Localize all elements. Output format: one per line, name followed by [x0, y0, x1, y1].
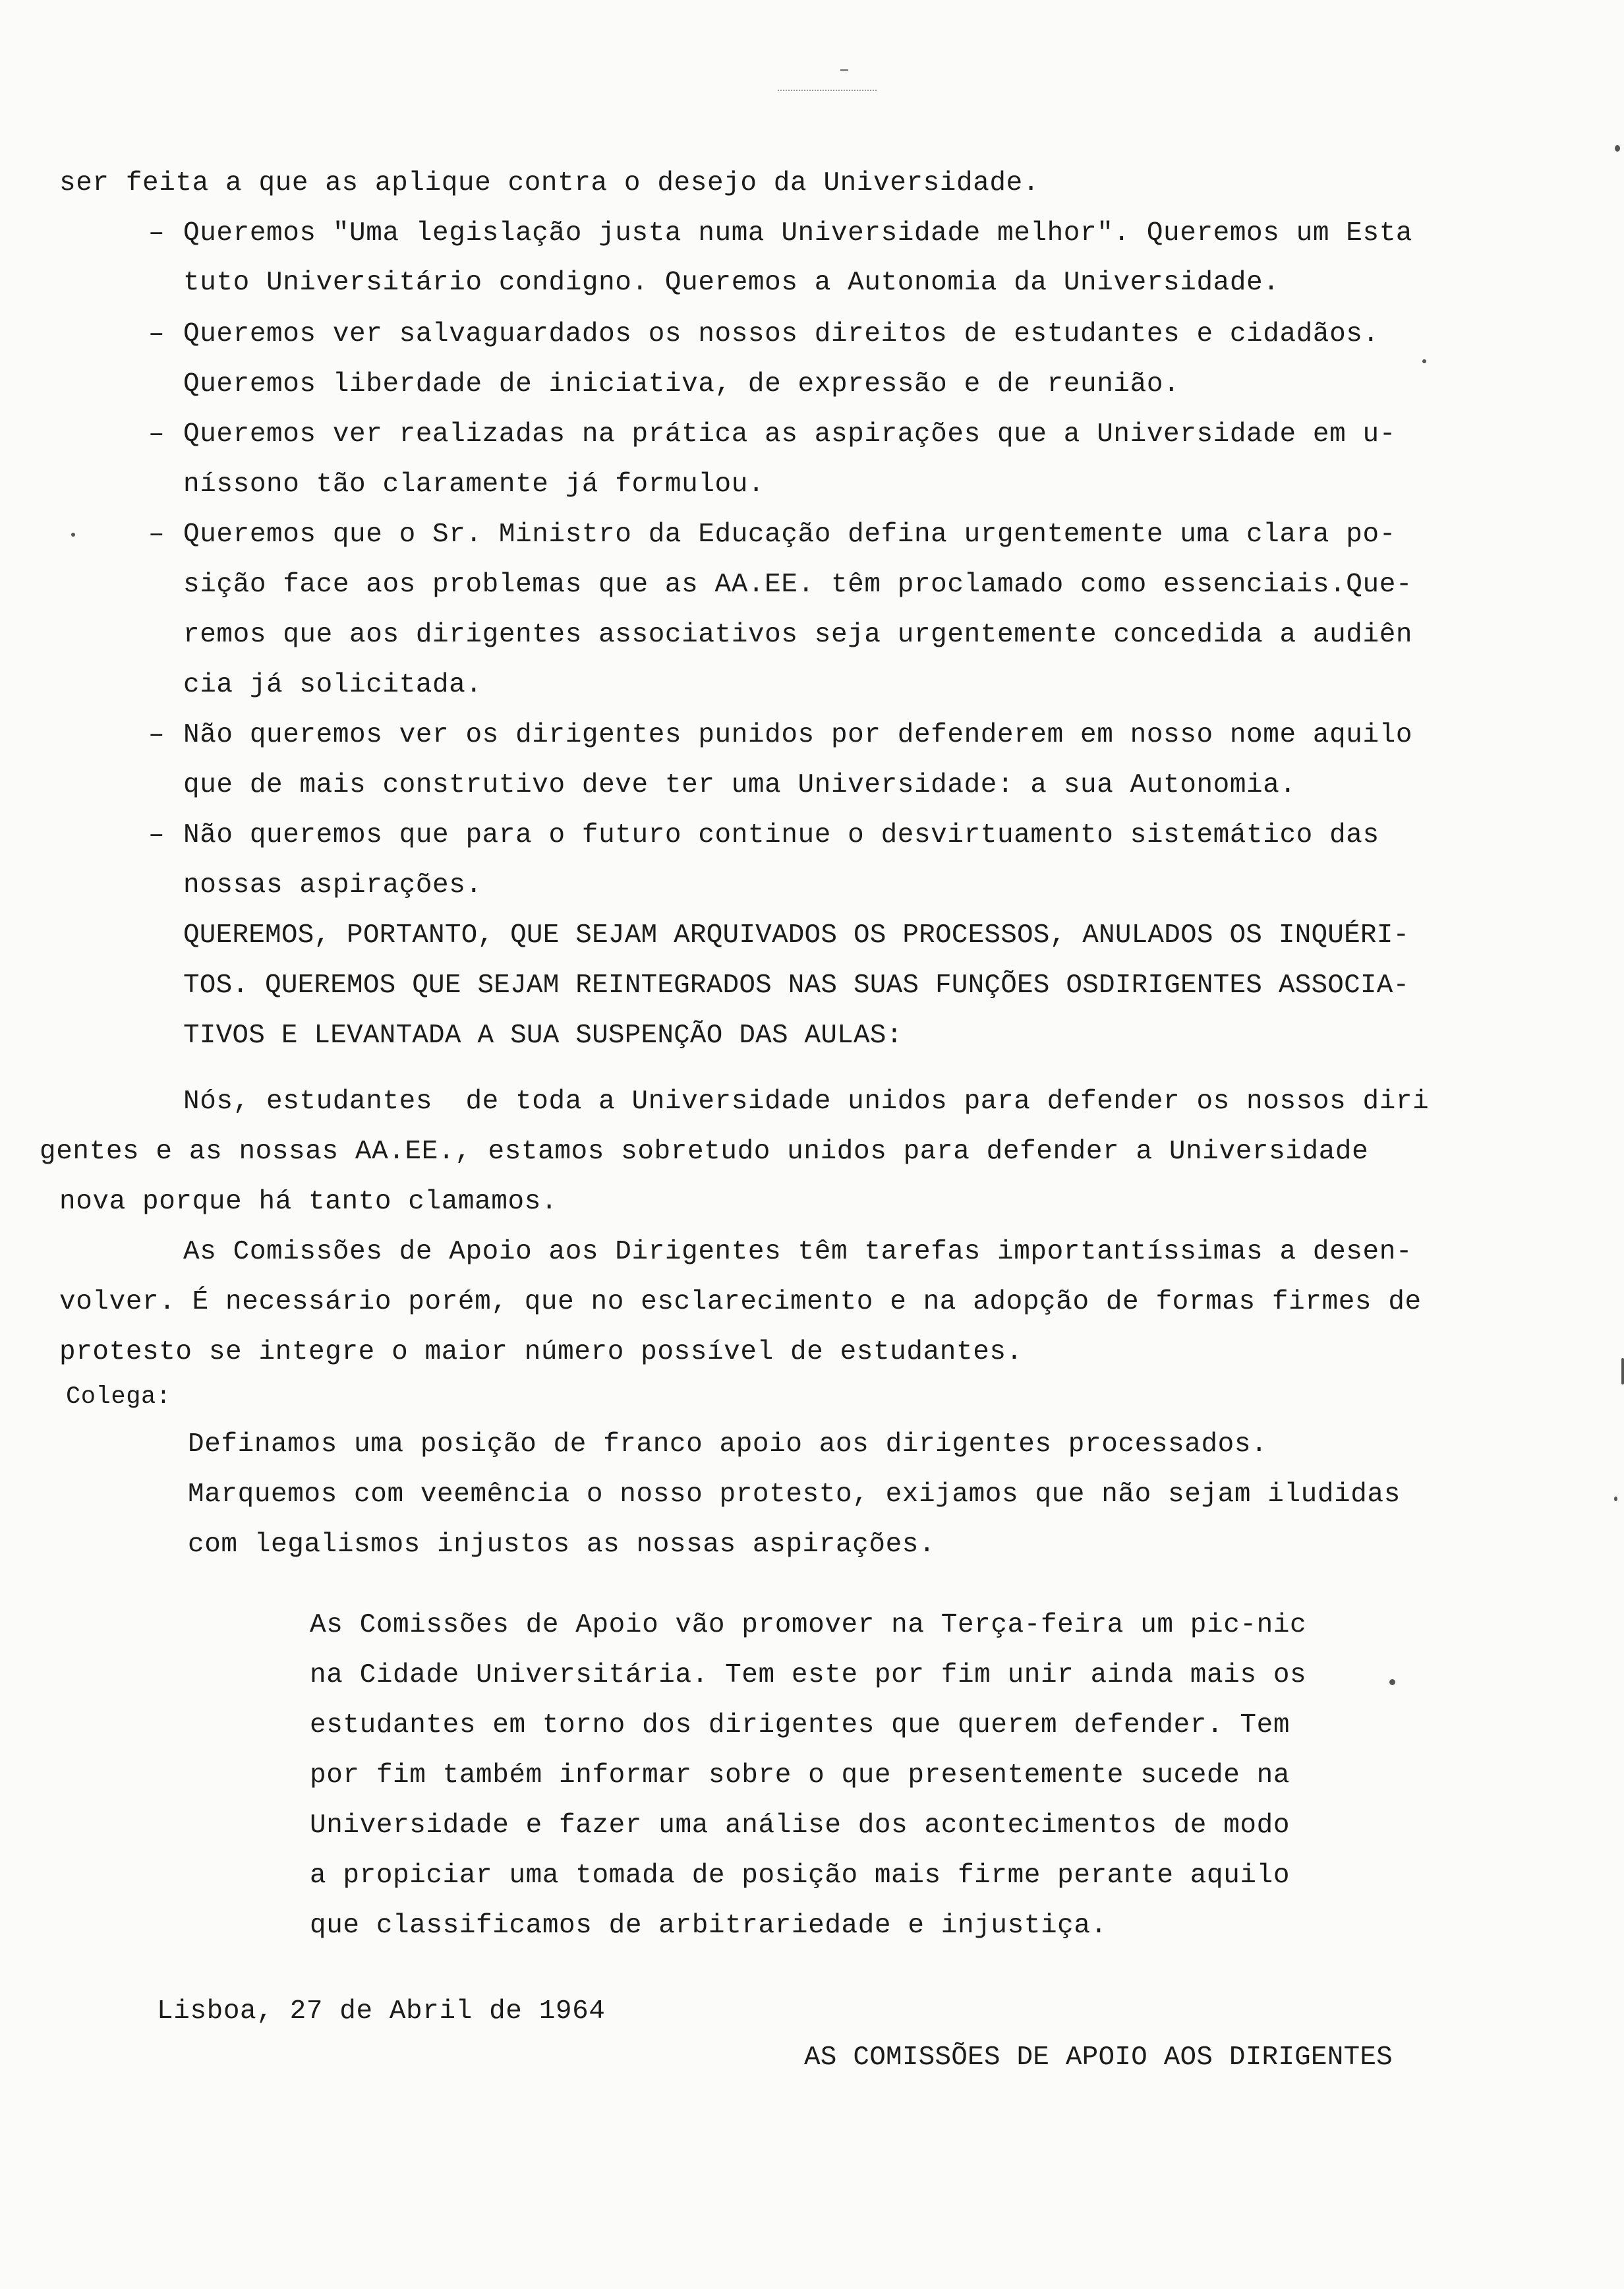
bullet-dash: –: [148, 520, 165, 550]
scan-speck: [71, 533, 75, 537]
scan-speck: [1615, 145, 1620, 152]
scan-mark: [778, 90, 877, 94]
bullet-line: Não queremos que para o futuro continue o desvirtuamento sistemático das: [183, 820, 1379, 850]
signature-line: AS COMISSÕES DE APOIO AOS DIRIGENTES: [804, 2042, 1393, 2073]
bullet-line: Queremos que o Sr. Ministro da Educação defina urgentemente uma clara po-: [183, 520, 1396, 550]
scan-speck: [1389, 1679, 1395, 1685]
text-line: ser feita a que as aplique contra o desejo da Universidade.: [59, 168, 1040, 198]
bullet-line: Queremos liberdade de iniciativa, de expressão e de reunião.: [183, 369, 1180, 400]
bullet-dash: –: [148, 319, 165, 349]
bullet-dash: –: [148, 419, 165, 450]
picnic-line: Universidade e fazer uma análise dos acontecimentos de modo: [310, 1810, 1290, 1841]
bullet-line: remos que aos dirigentes associativos seja urgentemente concedida a audiên: [183, 620, 1413, 650]
bullet-line: Queremos ver realizadas na prática as aspirações que a Universidade em u-: [183, 419, 1396, 450]
bullet-line: níssono tão claramente já formulou.: [183, 469, 765, 500]
bullet-line: que de mais construtivo deve ter uma Universidade: a sua Autonomia.: [183, 770, 1296, 800]
caps-line: TOS. QUEREMOS QUE SEJAM REINTEGRADOS NAS SUAS FUNÇÕES OSDIRIGENTES ASSOCIA-: [183, 970, 1410, 1001]
paragraph-line: Nós, estudantes de toda a Universidade unidos para defender os nossos diri: [183, 1086, 1430, 1117]
document-date: Lisboa, 27 de Abril de 1964: [157, 1996, 606, 2027]
appeal-line: Marquemos com veemência o nosso protesto, exijamos que não sejam iludidas: [188, 1479, 1401, 1510]
appeal-line: com legalismos injustos as nossas aspirações.: [188, 1530, 936, 1560]
picnic-line: na Cidade Universitária. Tem este por fim unir ainda mais os: [310, 1660, 1307, 1690]
bullet-line: sição face aos problemas que as AA.EE. têm proclamado como essenciais.Que-: [183, 570, 1413, 600]
scan-speck: [1614, 1497, 1617, 1501]
bullet-dash: –: [148, 820, 165, 850]
picnic-line: As Comissões de Apoio vão promover na Terça-feira um pic-nic: [310, 1610, 1307, 1640]
bullet-dash: –: [148, 720, 165, 750]
bullet-line: tuto Universitário condigno. Queremos a Autonomia da Universidade.: [183, 268, 1280, 298]
picnic-line: estudantes em torno dos dirigentes que querem defender. Tem: [310, 1710, 1290, 1740]
bullet-line: Não queremos ver os dirigentes punidos por defenderem em nosso nome aquilo: [183, 720, 1413, 750]
paragraph-line: volver. É necessário porém, que no esclarecimento e na adopção de formas firmes de: [59, 1287, 1422, 1317]
salutation: Colega:: [66, 1383, 171, 1411]
scan-speck: [1422, 359, 1426, 363]
bullet-dash: –: [148, 218, 165, 249]
scan-mark: [840, 69, 848, 71]
scan-speck: [1621, 1358, 1624, 1384]
caps-line: TIVOS E LEVANTADA A SUA SUSPENÇÃO DAS AULAS:: [183, 1021, 903, 1051]
bullet-line: nossas aspirações.: [183, 870, 482, 901]
appeal-line: Definamos uma posição de franco apoio aos dirigentes processados.: [188, 1429, 1268, 1460]
paragraph-line: gentes e as nossas AA.EE., estamos sobretudo unidos para defender a Universidade: [40, 1137, 1369, 1167]
bullet-line: cia já solicitada.: [183, 670, 482, 700]
picnic-line: por fim também informar sobre o que presentemente sucede na: [310, 1760, 1290, 1791]
picnic-line: a propiciar uma tomada de posição mais firme perante aquilo: [310, 1860, 1290, 1891]
bullet-line: Queremos ver salvaguardados os nossos direitos de estudantes e cidadãos.: [183, 319, 1379, 349]
paragraph-line: As Comissões de Apoio aos Dirigentes têm tarefas importantíssimas a desen-: [183, 1237, 1413, 1267]
paragraph-line: protesto se integre o maior número possível de estudantes.: [59, 1337, 1023, 1367]
picnic-line: que classificamos de arbitrariedade e injustiça.: [310, 1911, 1107, 1941]
paragraph-line: nova porque há tanto clamamos.: [59, 1187, 558, 1217]
caps-line: QUEREMOS, PORTANTO, QUE SEJAM ARQUIVADOS OS PROCESSOS, ANULADOS OS INQUÉRI-: [183, 920, 1410, 951]
bullet-line: Queremos "Uma legislação justa numa Universidade melhor". Queremos um Esta: [183, 218, 1413, 249]
